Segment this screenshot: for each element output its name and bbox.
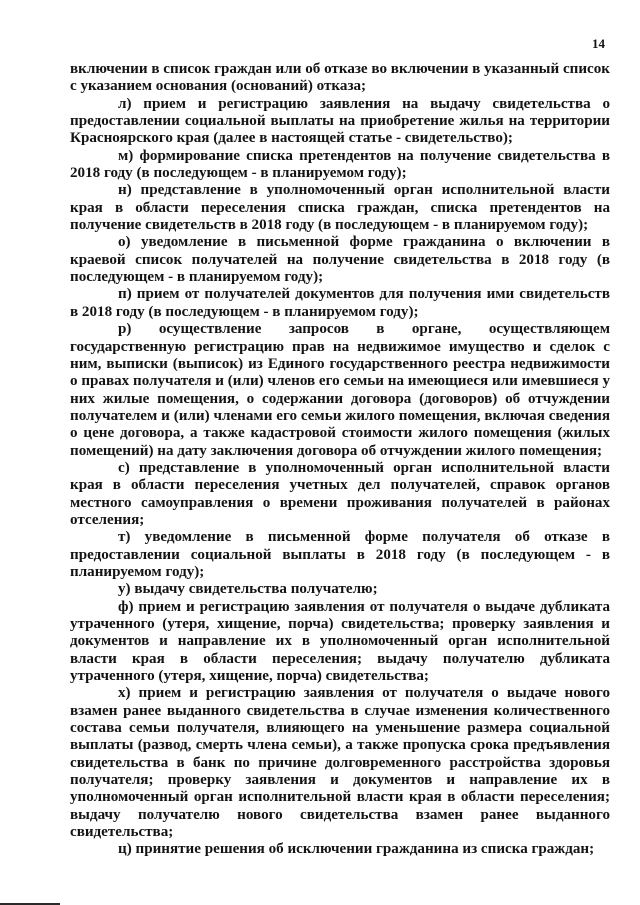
paragraph-item-m: м) формирование списка претендентов на получение свидетельства в 2018 году (в последующем - в планируемом году);: [70, 147, 610, 182]
paragraph-item-f: ф) прием и регистрацию заявления от получателя о выдаче дубликата утраченного (утеря, хищение, порча) свидетельства; проверку заявления и документов и направление их в уполномоченный орган исполнительной власти края в области переселения; выдачу получателю дубликата утраченного (утеря, хищение, порча) свидетельства;: [70, 598, 610, 685]
paragraph-item-r: р) осуществление запросов в органе, осуществляющем государственную регистрацию прав на недвижимое имущество и сделок с ним, выписки (выписок) из Единого государственного реестра недвижимости о правах получателя и (или) членов его семьи на имеющиеся или имевшиеся у них жилые помещения, о содержании договора (договоров) об отчуждении получателем и (или) членами его семьи жилого помещения, включая сведения о цене договора, а также кадастровой стоимости жилого помещения (жилых помещений) на дату заключения договора об отчуждении жилого помещения;: [70, 321, 610, 459]
paragraph-item-t: т) уведомление в письменной форме получателя об отказе в предоставлении социальной выплаты в 2018 году (в последующем - в планируемом году);: [70, 529, 610, 580]
document-body: [70, 61, 610, 859]
page-number: 14: [592, 36, 605, 51]
paragraph-item-u: у) выдачу свидетельства получателю;: [118, 581, 378, 598]
paragraph-continuation: включении в список граждан или об отказе во включении в указанный список с указанием основания (оснований) отказа;: [70, 61, 610, 95]
paragraph-item-s: с) представление в уполномоченный орган исполнительной власти края в области переселения учетных дел получателей, справок органов местного самоуправления о времени проживания получателей в районах отселения;: [70, 459, 610, 528]
paragraph-item-n: н) представление в уполномоченный орган исполнительной власти края в области переселения списка граждан, списка претендентов на получение свидетельств в 2018 году (в последующем - в планируемом году);: [70, 182, 610, 234]
paragraph-item-p: п) прием от получателей документов для получения ими свидетельств в 2018 году (в последующем - в планируемом году);: [70, 286, 610, 320]
paragraph-item-ts: ц) принятие решения об исключении гражданина из списка граждан;: [118, 841, 595, 858]
paragraph-item-l: л) прием и регистрацию заявления на выдачу свидетельства о предоставлении социальной выплаты на приобретение жилья на территории Красноярского края (далее в настоящей статье - свидетельство);: [70, 95, 610, 147]
paragraph-item-kh: х) прием и регистрацию заявления от получателя о выдаче нового взамен ранее выданного свидетельства в случае изменения количественного состава семьи получателя, влияющего на уменьшение размера социальной выплаты (развод, смерть члена семьи), а также пропуска срока предъявления свидетельства в банк по причине долговременного расстройства здоровья получателя; проверку заявления и документов и направление их в уполномоченный орган исполнительной власти края в области переселения; выдачу получателю нового свидетельства взамен ранее выданного свидетельства;: [70, 685, 610, 841]
paragraph-item-o: о) уведомление в письменной форме гражданина о включении в краевой список получателей на получение свидетельства в 2018 году (в последующем - в планируемом году);: [70, 234, 610, 286]
